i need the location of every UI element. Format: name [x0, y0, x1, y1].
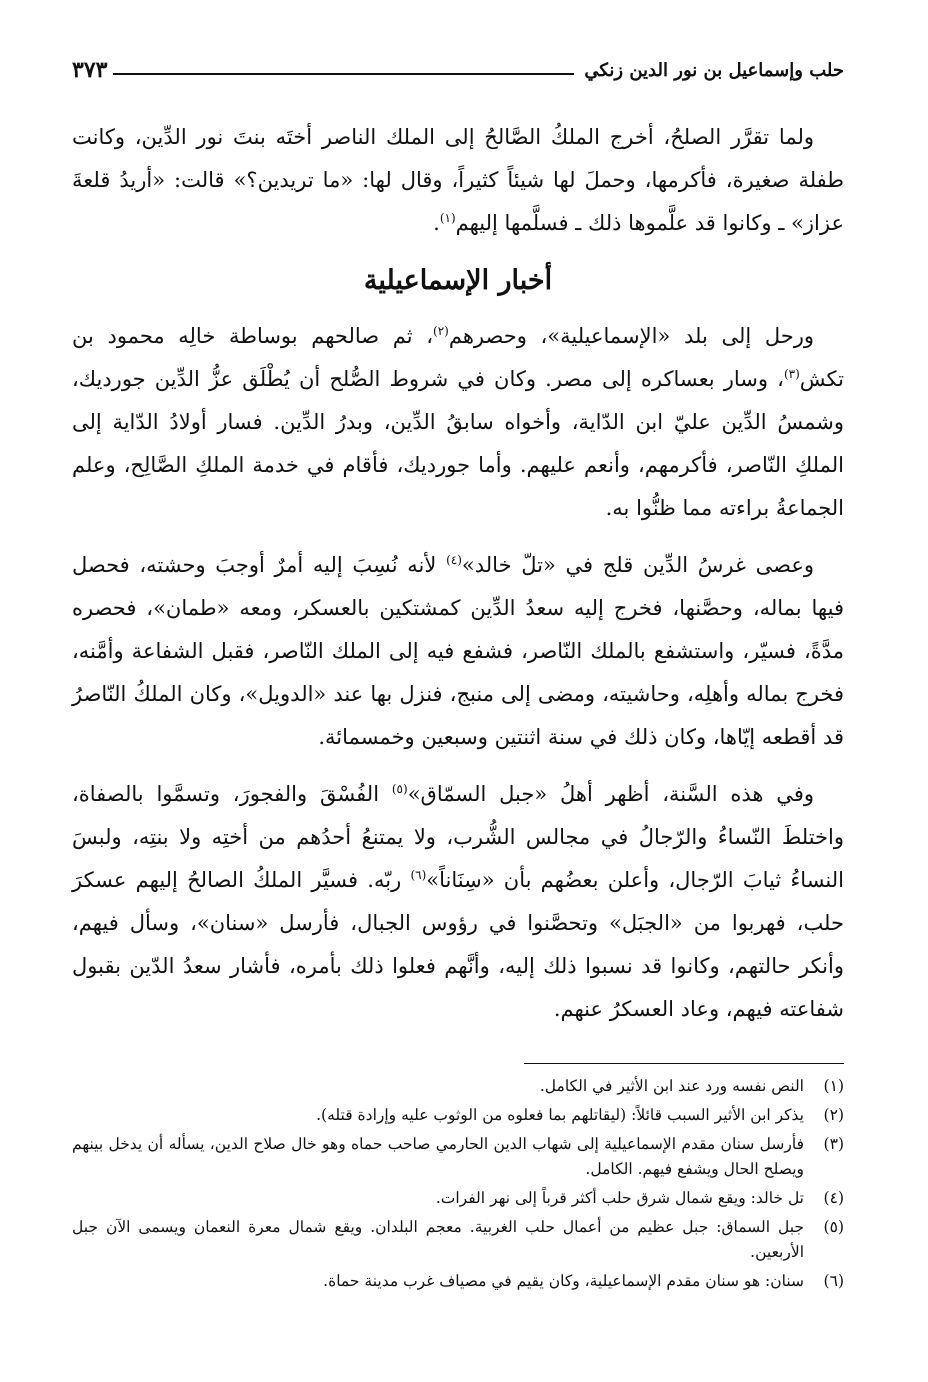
paragraph-intro	[72, 116, 844, 245]
p1-text-a: ورحل إلى بلد «الإسماعيلية»، وحصرهم	[448, 324, 814, 348]
footnote-ref-5: (٥)	[391, 782, 408, 796]
p1-text-b: ، ثم صالحهم بوساطة خالِه محمود بن تكش	[72, 324, 844, 391]
footnote-4	[72, 1186, 844, 1211]
intro-text: ولما تقرَّر الصلحُ، أخرج الملكُ الصَّالحُ إلى الملك الناصر أختَه بنتَ نور الدِّين، وكانت طفلة صغيرة، فأكرمها، وحملَ لها شيئاً كثيراً، وقال لها: «ما تريدين؟» قالت: «أريدُ قلعةَ عزاز» ـ وكانوا قد علَّموها ذلك ـ فسلَّمها إليهم	[72, 125, 844, 235]
paragraph-1	[72, 315, 844, 530]
footnote-number: (٦)	[823, 1272, 844, 1290]
footnote-number: (٥)	[823, 1218, 844, 1236]
footnotes	[72, 1074, 844, 1298]
footnote-number: (٣)	[823, 1135, 844, 1153]
footnote-text: النص نفسه ورد عند ابن الأثير في الكامل.	[539, 1077, 804, 1095]
p2-text-b: لأنه نُسِبَ إليه أمرٌ أوجبَ وحشته، فحصل فيها بماله، وحصَّنها، فخرج إليه سعدُ الدِّين كمشتكين بالعسكر، ومعه «طمان»، فحصره مدَّةً، فسيّر، واستشفع بالملك النّاصر، فشفع فيه إلى الملك النّاصر، فقبل الشفاعة وأمَّنه، فخرج بماله وأهلِه، وحاشيته، ومضى إلى منبج، فنزل بها عند «الدويل»، وكان الملكُ النّاصرُ قد أقطعه إيّاها، وكان ذلك في سنة اثنتين وسبعين وخمسمائة.	[72, 553, 844, 749]
footnote-2	[72, 1103, 844, 1128]
footnote-5	[72, 1215, 844, 1265]
running-title: حلب وإسماعيل بن نور الدين زنكي	[584, 59, 844, 81]
main-text	[72, 116, 844, 1045]
footnote-text: سنان: هو سنان مقدم الإسماعيلية، وكان يقيم في مصياف غرب مدينة حماة.	[323, 1272, 804, 1290]
page-number: ٣٧٣	[72, 57, 108, 83]
p1-text-c: ، وسار بعساكره إلى مصر. وكان في شروط الصُّلح أن يُطْلَق عزُّ الدِّين جورديك، وشمسُ الدِّين عليّ ابن الدّاية، وأخواه سابقُ الدِّين، وبدرُ الدِّين. فسار أولادُ الدّاية إلى الملكِ النّاصر، فأكرمهم، وأنعم عليهم. وأما جورديك، فأقام في خدمة الملكِ الصَّالِح، وعلم الجماعةُ براءته مما ظنُّوا به.	[72, 367, 844, 520]
footnote-number: (٢)	[823, 1106, 844, 1124]
footnote-6	[72, 1269, 844, 1294]
footnote-separator	[524, 1063, 844, 1064]
footnote-text: فأرسل سنان مقدم الإسماعيلية إلى شهاب الدين الحارمي صاحب حماه وهو خال صلاح الدين، يسأله أن يدخل بينهم ويصلح الحال ويشفع فيهم. الكامل.	[72, 1135, 804, 1178]
footnote-ref-2: (٢)	[433, 324, 449, 338]
intro-end: .	[433, 211, 440, 235]
footnote-text: يذكر ابن الأثير السبب قائلاً: (ليقاتلهم بما فعلوه من الوثوب عليه وإرادة قتله).	[316, 1106, 804, 1124]
section-title: أخبار الإسماعيلية	[363, 265, 553, 296]
p2-text-a: وعصى غرسُ الدِّين قلج في «تلّ خالد»	[461, 553, 815, 577]
p3-text-a: وفي هذه السَّنة، أظهر أهلُ «جبل السمّاق»	[407, 782, 814, 806]
footnote-ref-1: (١)	[439, 211, 456, 225]
p3-text-c: ربّه. فسيَّر الملكُ الصالحُ إليهم عسكرَ حلب، فهربوا من «الجبَل» وتحصَّنوا في رؤوس الجبال، فأرسل «سنان»، وسأل فيهم، وأنكر حالتهم، وكانوا قد نسبوا ذلك إليه، وأنَّهم فعلوا ذلك بأمره، فأشار سعدُ الدّين بقبول شفاعته فيهم، وعاد العسكرُ عنهم.	[72, 868, 844, 1021]
p3-text-b: الفُسْقَ والفجورَ، وتسمَّوا بالصفاة، واختلطَ النّساءُ والرّجالُ في مجالس الشُّرب، ولا يمتنعُ أحدُهم من أختِه ولا بنتِه، ولبسَ النساءُ ثيابَ الرّجال، وأعلن بعضُهم بأن «سِنَاناً»	[72, 782, 844, 892]
header-rule	[113, 73, 574, 75]
footnote-ref-6: (٦)	[410, 868, 427, 882]
paragraph-3	[72, 773, 844, 1031]
running-header	[72, 52, 844, 88]
paragraph-2	[72, 544, 844, 759]
footnote-number: (٤)	[823, 1189, 844, 1207]
footnote-number: (١)	[823, 1077, 844, 1095]
footnote-text: تل خالد: ويقع شمال شرق حلب أكثر قرباً إلى نهر الفرات.	[435, 1189, 804, 1207]
footnote-text: جبل السماق: جبل عظيم من أعمال حلب الغربية. معجم البلدان. ويقع شمال معرة النعمان ويسمى الآن جبل الأربعين.	[72, 1218, 804, 1261]
footnote-ref-3: (٣)	[783, 367, 800, 381]
footnote-3	[72, 1132, 844, 1182]
footnote-1	[72, 1074, 844, 1099]
footnote-ref-4: (٤)	[446, 553, 462, 567]
